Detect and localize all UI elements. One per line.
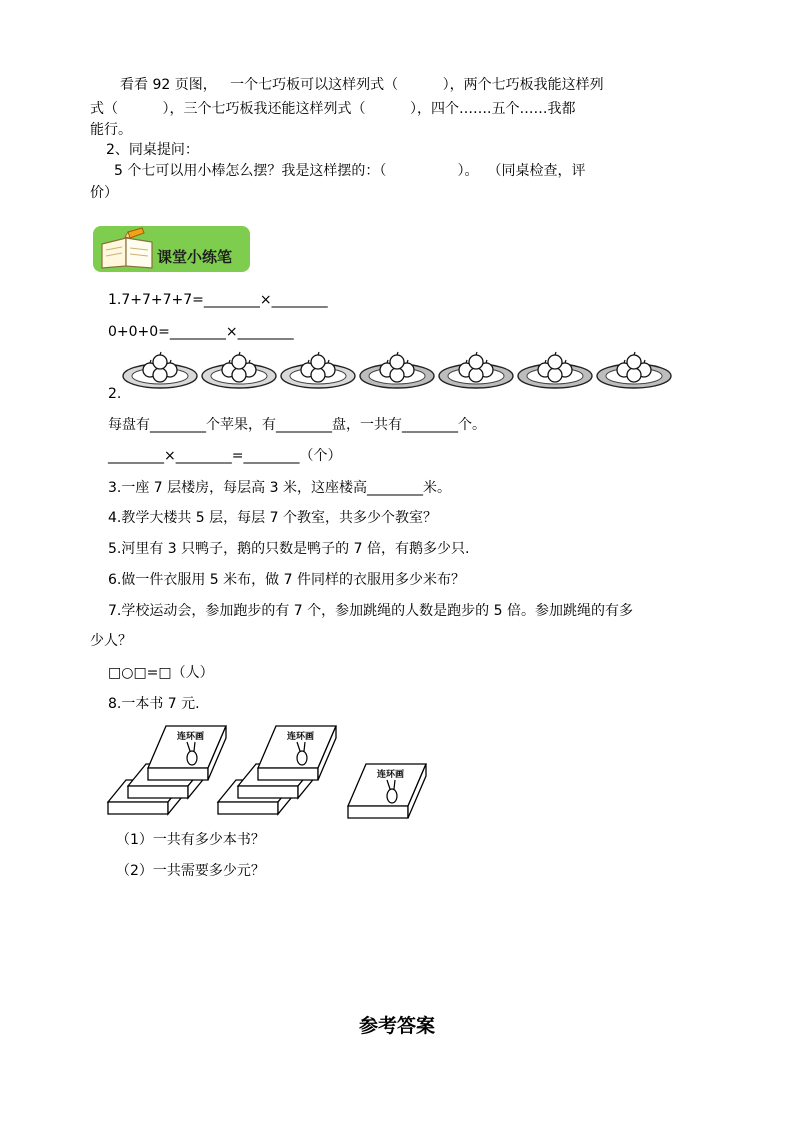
question-7c: □○□=□（人） — [108, 665, 214, 681]
question-7b: 少人？ — [90, 633, 132, 649]
question-2-number: 2. — [108, 386, 122, 402]
intro-line-3: 能行。 — [90, 122, 132, 138]
notebook-pencil-icon — [98, 228, 158, 270]
intro-line-4: 2、同桌提问： — [106, 142, 199, 158]
apple-plate — [281, 352, 355, 388]
question-2-equation: ________×________=________（个） — [108, 448, 342, 464]
intro-line-1: 看看 92 页图， 一个七巧板可以这样列式（ ），两个七巧板我能这样列 — [120, 77, 604, 93]
apple-plate — [123, 352, 197, 388]
apple-plate — [360, 352, 434, 388]
book-title-2: 连环画 — [287, 732, 315, 742]
question-8-part-1: （1）一共有多少本书？ — [116, 832, 265, 848]
section-badge-label: 课堂小练笔 — [157, 248, 233, 266]
apple-plate — [202, 352, 276, 388]
apple-plate — [518, 352, 592, 388]
question-6: 6.做一件衣服用 5 米布，做 7 件同样的衣服用多少米布？ — [108, 572, 465, 588]
question-7a: 7.学校运动会，参加跑步的有 7 个，参加跳绳的人数是跑步的 5 倍。参加跳绳的有多 — [108, 603, 633, 619]
question-8: 8.一本书 7 元. — [108, 696, 200, 712]
intro-line-2: 式（ ），三个七巧板我还能这样列式（ ），四个…….五个……我都 — [90, 101, 576, 117]
answer-title: 参考答案 — [358, 1015, 435, 1037]
question-1a: 1.7+7+7+7=________×________ — [108, 292, 328, 308]
question-3: 3.一座 7 层楼房，每层高 3 米，这座楼高________米。 — [108, 480, 451, 496]
apple-plate — [597, 352, 671, 388]
question-2-line: 每盘有________个苹果，有________盘，一共有________个。 — [108, 417, 486, 433]
apple-plate — [439, 352, 513, 388]
intro-line-6: 价） — [90, 185, 118, 201]
intro-line-5: 5 个七可以用小棒怎么摆？我是这样摆的：（ ）。 （同桌检查，评 — [114, 163, 586, 179]
question-5: 5.河里有 3 只鸭子，鹅的只数是鸭子的 7 倍，有鹅多少只. — [108, 541, 470, 557]
book-title-3: 连环画 — [377, 770, 405, 780]
question-8-part-2: （2）一共需要多少元？ — [116, 863, 265, 879]
question-1b: 0+0+0=________×________ — [108, 324, 294, 340]
apple-plates-illustration — [124, 348, 684, 394]
question-4: 4.教学大楼共 5 层，每层 7 个教室，共多少个教室？ — [108, 510, 437, 526]
book-title-1: 连环画 — [177, 732, 205, 742]
